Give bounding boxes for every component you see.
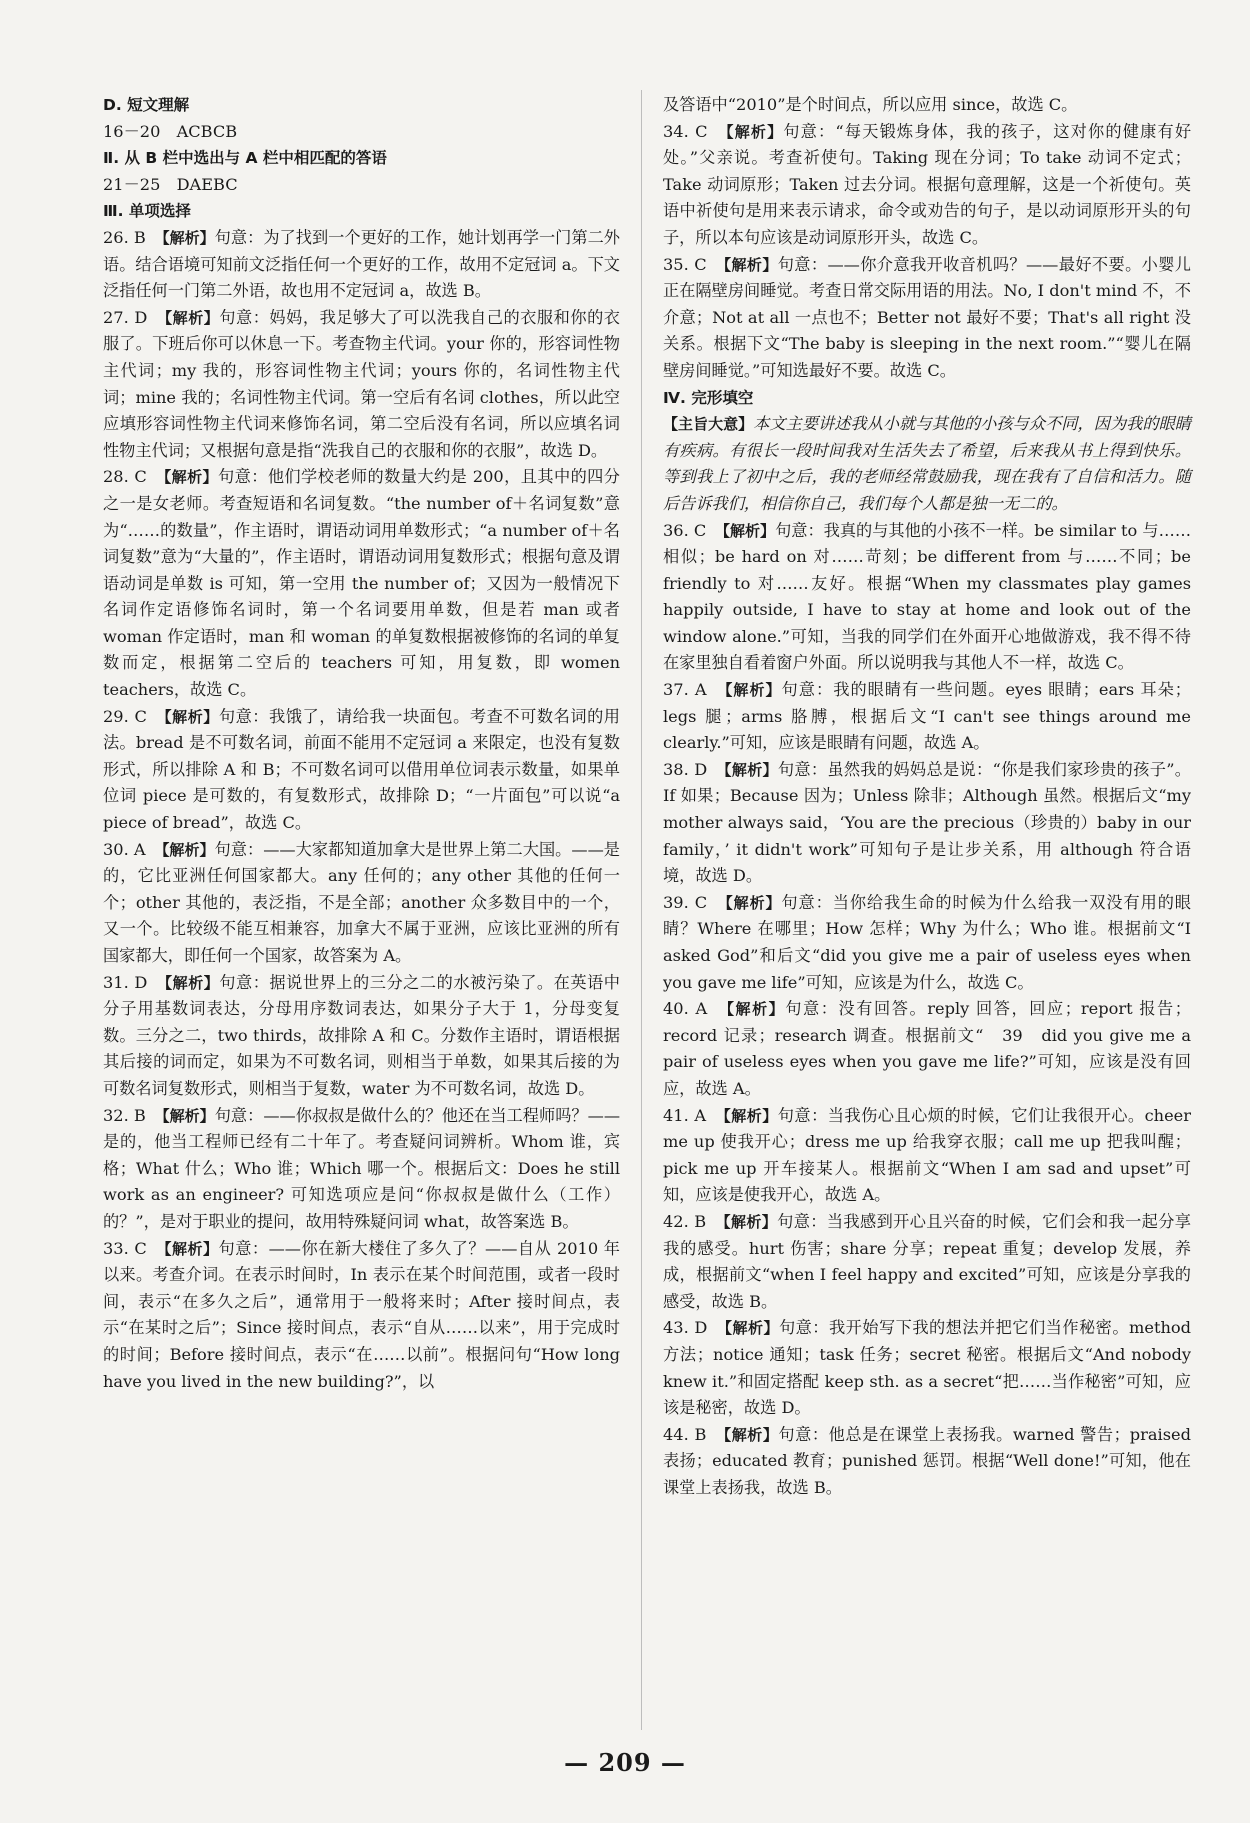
section-heading-iv: Ⅳ. 完形填空 [663,388,754,407]
column-divider [641,90,642,1730]
explanation-text: 句意：——你叔叔是做什么的？他还在当工程师吗？——是的，他当工程师已经有二十年了。考查疑问词辨析。Whom 谁，宾格；What 什么；Who 谁；Which 哪一个。根据后文：Does he still work as an engineer? 可知选项应是问“你叔叔是做什么（工作）的？”，是对于职业的提问，故用特殊疑问词 what，故答案选 B。 [103,1105,621,1231]
question-number: 29. C [103,706,147,726]
explanation-27 [103,305,620,465]
question-number: 31. D [103,972,148,992]
question-number: 30. A [103,839,146,859]
explain-tag: 【解析】 [722,521,776,540]
explanation-text: 句意：我开始写下我的想法并把它们当作秘密。method 方法；notice 通知；task 任务；secret 秘密。根据后文“And nobody knew it.”和固定搭配 keep sth. as a secret“把……当作秘密”可知，应该是秘密，故选 D。 [663,1318,1191,1418]
answer-16-20: 16－20 ACBCB [103,121,238,141]
section-heading-iii: Ⅲ. 单项选择 [103,202,191,221]
question-number: 38. D [663,759,708,779]
question-number: 26. B [103,227,146,247]
explanation-text: 句意：我饿了，请给我一块面包。考查不可数名词的用法。bread 是不可数名词，前面不能用不定冠词 a 来限定，也没有复数形式，所以排除 A 和 B；不可数名词可以借用单位词表示数量，如果单位词 piece 是可数的，有复数形式，故排除 D；“一片面包”可以说“a piece of bread”，故选 C。 [103,706,620,833]
explanation-36 [663,518,1191,678]
explanation-31 [103,970,620,1103]
explanation-33 [103,1236,620,1396]
explanation-43 [663,1315,1191,1421]
explanation-32 [103,1103,620,1236]
question-number: 28. C [103,467,147,487]
explanation-text: 句意：“每天锻炼身体，我的孩子，这对你的健康有好处。”父亲说。考查祈使句。Taking 现在分词；To take 动词不定式；Take 动词原形；Taken 过去分词。根据句意理解，这是一个祈使句。英语中祈使句是用来表示请求，命令或劝告的句子，是以动词原形开头的句子，所以本句应该是动词原形开头，故选 C。 [663,121,1192,247]
right-column [663,92,1191,1501]
explain-tag: 【解析】 [723,1212,778,1231]
answer-21-25: 21－25 DAEBC [103,174,238,194]
explanation-29 [103,704,620,837]
explain-tag: 【解析】 [164,973,220,992]
explain-tag: 【解析】 [723,1106,778,1125]
question-number: 40. A [663,999,708,1019]
main-idea-tag: 【主旨大意】 [663,415,754,434]
explanation-text: 句意：妈妈，我足够大了可以洗我自己的衣服和你的衣服了。下班后你可以休息一下。考查物主代词。your 你的，形容词性物主代词；my 我的，形容词性物主代词；yours 你的，名词性物主代词；mine 我的；名词性物主代词。第一空后有名词 clothes，所以此空应填形容词性物主代词来修饰名词，第二空后没有名词，所以应填名词性物主代词；又根据句意是指“洗我自己的衣服和你的衣服”，故选 D。 [103,307,620,460]
question-number: 41. A [663,1105,707,1125]
explanation-39 [663,890,1191,996]
explanation-text: 句意：他总是在课堂上表扬我。warned 警告；praised 表扬；educated 教育；punished 惩罚。根据“Well done!”可知，他在课堂上表扬我，故选 B。 [663,1424,1191,1497]
explain-tag: 【解析】 [724,1319,779,1338]
explain-tag: 【解析】 [726,122,784,141]
explanation-34 [663,119,1191,252]
explanation-text: 句意：没有回答。reply 回答，回应；report 报告；record 记录；research 调查。根据前文“ 39 did you give me a pair of useless eyes when you gave me life?”可知，应该是没有回应，故选 A。 [663,999,1191,1098]
question-number: 36. C [663,520,707,540]
explanation-30 [103,837,620,970]
explanation-35 [663,252,1191,385]
left-column [103,92,620,1395]
explain-tag: 【解析】 [162,228,215,247]
explanation-text: 句意：我真的与其他的小孩不一样。be similar to 与……相似；be hard on 对……苛刻；be different from 与……不同；be friendly to 对……友好。根据“When my classmates play games happily outside, I have to stay at home and look out of the window alone.”可知，当我的同学们在外面开心地做游戏，我不得不待在家里独自看着窗户外面。所以说明我与其他人不一样，故选 C。 [663,520,1192,673]
explanation-text: 句意：——你在新大楼住了多久了？——自从 2010 年以来。考查介词。在表示时间时，In 表示在某个时间范围，或者一段时间，表示“在多久之后”，通常用于一般将来时；After 接时间点，表示“在某时之后”；Since 接时间点，表示“自从……以来”，用于完成时的时间；Before 接时间点，表示“在……以前”。根据问句“How long have you lived in the new building?”，以 [103,1238,620,1391]
explanation-text: 句意：当我伤心且心烦的时候，它们让我很开心。cheer me up 使我开心；dress me up 给我穿衣服；call me up 把我叫醒；pick me up 开车接某人。根据前文“When I am sad and upset”可知，应该是使我开心，故选 A。 [663,1105,1191,1205]
question-number: 33. C [103,1238,147,1258]
question-number: 32. B [103,1105,146,1125]
main-idea-summary [663,411,1191,517]
explain-tag: 【解析】 [726,1000,786,1019]
explanation-44 [663,1422,1191,1502]
explanation-26 [103,225,620,305]
question-number: 37. A [663,680,707,700]
explanation-text: 句意：当我感到开心且兴奋的时候，它们会和我一起分享我的感受。hurt 伤害；share 分享；repeat 重复；develop 发展，养成，根据前文“when I feel happy and excited”可知，应该是分享我的感受，故选 B。 [663,1211,1191,1311]
question-number: 39. C [663,892,708,912]
question-number: 42. B [663,1211,707,1231]
explanation-text: 句意：我的眼睛有一些问题。eyes 眼睛；ears 耳朵；legs 腿；arms 胳膊，根据后文“I can't see things around me clearly.”可知，应该是眼睛有问题，故选 A。 [663,680,1191,753]
explanation-42 [663,1209,1191,1315]
explanation-text: 句意：他们学校老师的数量大约是 200，且其中的四分之一是女老师。考查短语和名词复数。“the number of＋名词复数”意为“……的数量”，作主语时，谓语动词用单数形式；“a number of＋名词复数”意为“大量的”，作主语时，谓语动词用复数形式；根据句意及谓语动词是单数 is 可知，第一空用 the number of；又因为一般情况下名词作定语修饰名词时，第一个名词要用单数，但是若 man 或者 woman 作定语时，man 和 woman 的单复数根据被修饰的名词的单复数而定，根据第二空后的 teachers 可知，用复数，即 women teachers，故选 C。 [103,467,620,700]
explain-tag: 【解析】 [163,468,218,487]
explanation-38 [663,757,1191,890]
explanation-33-continued: 及答语中“2010”是个时间点，所以应用 since，故选 C。 [663,95,1078,114]
explanation-text: 句意：——大家都知道加拿大是世界上第二大国。——是的，它比亚洲任何国家都大。any 任何的；any other 其他的任何一个；other 其他的，表泛指，不是全部；another 众多数目中的一个，又一个。比较级不能互相兼容，加拿大不属于亚洲，应该比亚洲的所有国家都大，即任何一个国家，故答案为 A。 [103,839,620,965]
explanation-40 [663,996,1191,1102]
explanation-text: 句意：为了找到一个更好的工作，她计划再学一门第二外语。结合语境可知前文泛指任何一个更好的工作，故用不定冠词 a。下文泛指任何一门第二外语，故也用不定冠词 a，故选 B。 [103,227,620,301]
question-number: 44. B [663,1424,707,1444]
explain-tag: 【解析】 [724,760,778,779]
explanation-text: 句意：当你给我生命的时候为什么给我一双没有用的眼睛？Where 在哪里；How 怎样；Why 为什么；Who 谁。根据前文“I asked God”和后文“did you give me a pair of useless eyes when you gave me life”可知，应该是为什么，故选 C。 [663,892,1191,992]
explain-tag: 【解析】 [723,1425,779,1444]
explain-tag: 【解析】 [164,308,220,327]
explain-tag: 【解析】 [163,1239,219,1258]
explanation-text: 句意：据说世界上的三分之二的水被污染了。在英语中分子用基数词表达，分母用序数词表达，如果分子大于 1，分母变复数。三分之二，two thirds，故排除 A 和 C。分数作主语时，谓语根据其后接的词而定，如果为不可数名词，则相当于单数，如果其后接的为可数名词复数形式，则相当于复数，water 为不可数名词，故选 D。 [103,972,620,1098]
explain-tag: 【解析】 [723,255,778,274]
explain-tag: 【解析】 [162,1106,215,1125]
explanation-text: 句意：——你介意我开收音机吗？——最好不要。小婴儿正在隔壁房间睡觉。考查日常交际用语的用法。No, I don't mind 不，不介意；Not at all 一点也不；Better not 最好不要；That's all right 没关系。根据下文“The baby is sleeping in the next room.”“婴儿在隔壁房间睡觉。”可知选最好不要。故选 C。 [663,254,1191,380]
section-heading-ii: Ⅱ. 从 B 栏中选出与 A 栏中相匹配的答语 [103,149,387,168]
question-number: 27. D [103,307,148,327]
question-number: 43. D [663,1318,708,1338]
explanation-37 [663,677,1191,757]
explanation-text: 句意：虽然我的妈妈总是说：“你是我们家珍贵的孩子”。If 如果；Because 因为；Unless 除非；Although 虽然。根据后文“my mother always said，‘You are the precious（珍贵的）baby in our family，’ it didn't work”可知句子是让步关系，用 although 符合语境，故选 D。 [663,759,1191,886]
page-number: — 209 — [564,1748,686,1777]
explain-tag: 【解析】 [161,840,215,859]
explanation-41 [663,1103,1191,1209]
explain-tag: 【解析】 [725,893,782,912]
explanation-28 [103,464,620,703]
question-number: 35. C [663,254,707,274]
explain-tag: 【解析】 [724,681,782,700]
main-idea-text: 本文主要讲述我从小就与其他的小孩与众不同，因为我的眼睛有疾病。有很长一段时间我对生活失去了希望，后来我从书上得到快乐。等到我上了初中之后，我的老师经常鼓励我，现在我有了自信和活力。随后告诉我们，相信你自己，我们每个人都是独一无二的。 [663,414,1191,513]
question-number: 34. C [663,121,708,141]
section-heading-d: D. 短文理解 [103,96,190,114]
explain-tag: 【解析】 [164,707,219,726]
